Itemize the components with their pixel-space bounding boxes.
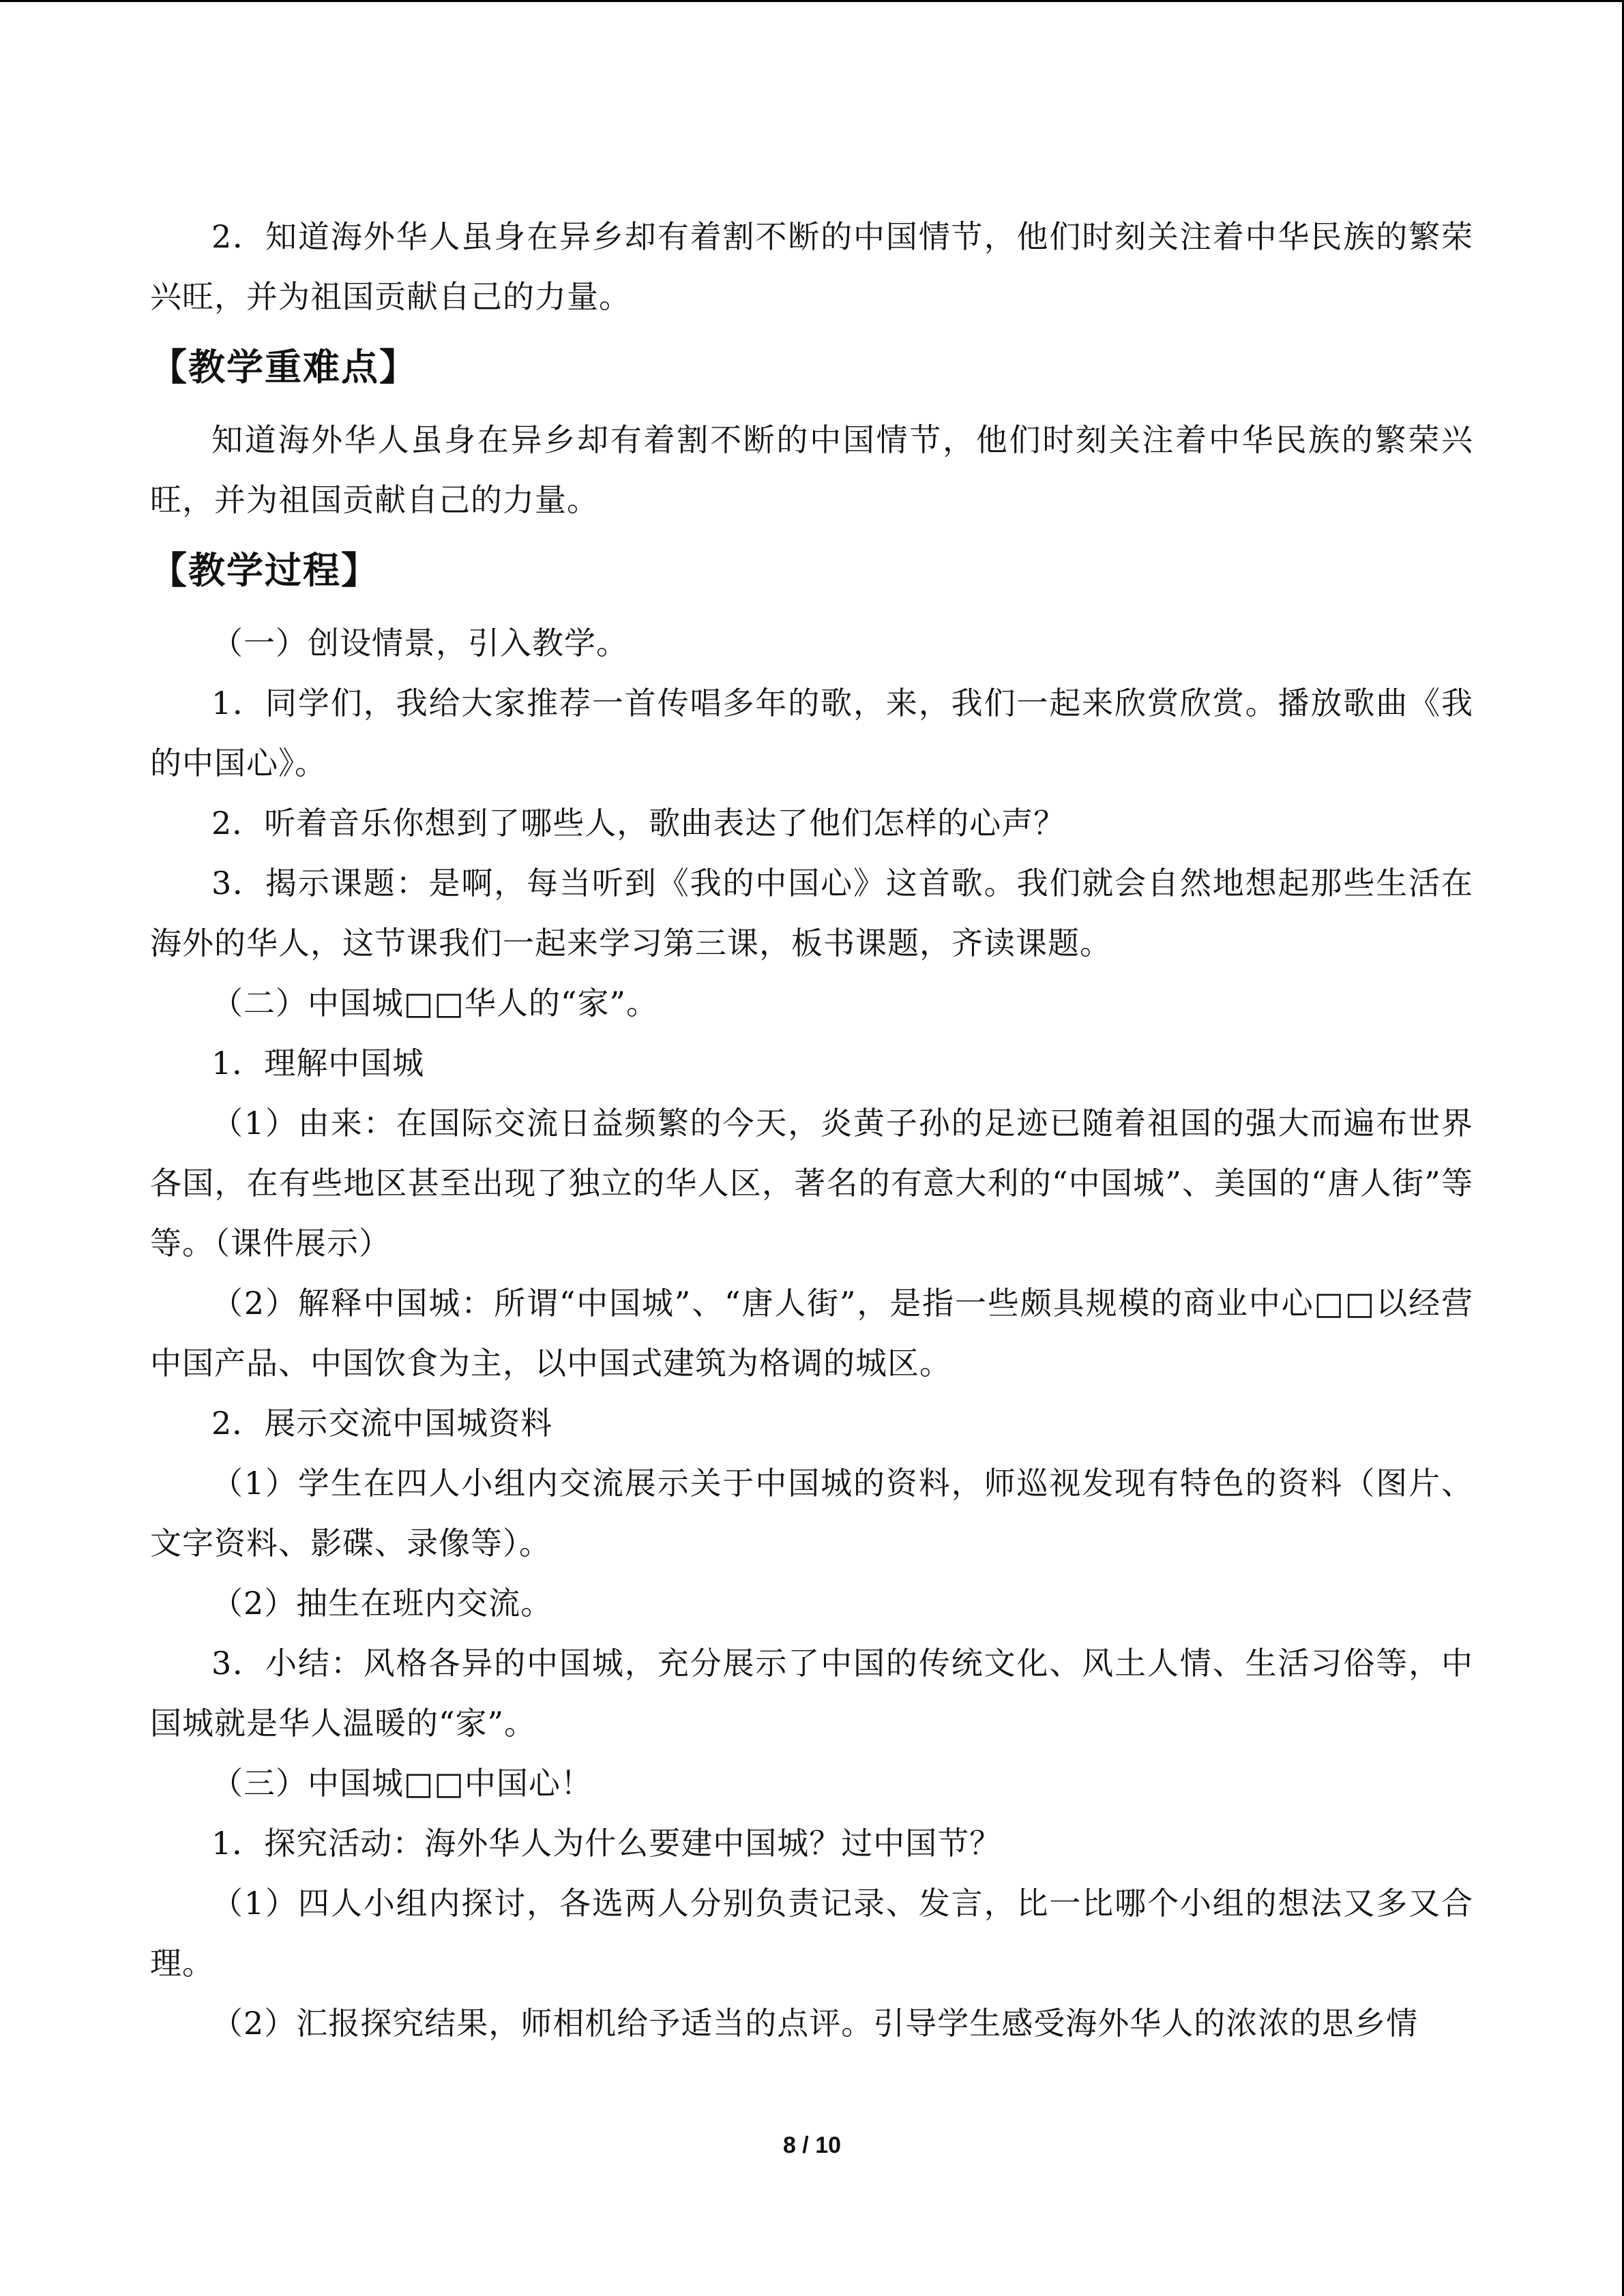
process-paragraph: 1．理解中国城: [211, 1045, 425, 1082]
process-section-3-title: （三）中国城□□中国心！: [211, 1765, 593, 1802]
process-paragraph: （2）解释中国城：所谓“中国城”、“唐人街”，是指一些颇具规模的商业中心□□以经营中国产品、中国饮食为主，以中国式建筑为格调的城区。: [150, 1285, 1473, 1382]
document-body: [150, 207, 1473, 2053]
process-paragraph: （1）由来：在国际交流日益频繁的今天，炎黄子孙的足迹已随着祖国的强大而遍布世界各国，在有些地区甚至出现了独立的华人区，著名的有意大利的“中国城”、美国的“唐人街”等等。（课件展示）: [150, 1105, 1473, 1262]
heading-teaching-process: 【教学过程】: [150, 549, 379, 592]
process-paragraph: （2）抽生在班内交流。: [211, 1585, 553, 1622]
process-paragraph: 3．小结：风格各异的中国城，充分展示了中国的传统文化、风土人情、生活习俗等，中国城就是华人温暖的“家”。: [150, 1645, 1473, 1742]
process-paragraph: 2．听着音乐你想到了哪些人，歌曲表达了他们怎样的心声？: [211, 805, 1066, 841]
process-paragraph: 1．探究活动：海外华人为什么要建中国城？过中国节？: [211, 1825, 1002, 1862]
process-paragraph: 3．揭示课题：是啊，每当听到《我的中国心》这首歌。我们就会自然地想起那些生活在海外的华人，这节课我们一起来学习第三课，板书课题，齐读课题。: [150, 865, 1473, 961]
process-paragraph: （2）汇报探究结果，师相机给予适当的点评。引导学生感受海外华人的浓浓的思乡情: [211, 2005, 1419, 2042]
process-paragraph: 2．展示交流中国城资料: [211, 1405, 553, 1442]
process-section-1-title: （一）创设情景，引入教学。: [211, 625, 628, 661]
process-paragraph: （1）四人小组内探讨，各选两人分别负责记录、发言，比一比哪个小组的想法又多又合理。: [150, 1885, 1473, 1982]
page-number: 8 / 10: [782, 2132, 842, 2158]
heading-key-points: 【教学重难点】: [150, 346, 417, 389]
process-section-2-title: （二）中国城□□华人的“家”。: [211, 985, 658, 1022]
process-paragraph: （1）学生在四人小组内交流展示关于中国城的资料，师巡视发现有特色的资料（图片、文字资料、影碟、录像等）。: [150, 1465, 1473, 1562]
objective-paragraph: 2．知道海外华人虽身在异乡却有着割不断的中国情节，他们时刻关注着中华民族的繁荣兴旺，并为祖国贡献自己的力量。: [150, 218, 1473, 315]
key-points-paragraph: 知道海外华人虽身在异乡却有着割不断的中国情节，他们时刻关注着中华民族的繁荣兴旺，并为祖国贡献自己的力量。: [150, 421, 1473, 518]
process-paragraph: 1．同学们，我给大家推荐一首传唱多年的歌，来，我们一起来欣赏欣赏。播放歌曲《我的中国心》。: [150, 685, 1473, 781]
